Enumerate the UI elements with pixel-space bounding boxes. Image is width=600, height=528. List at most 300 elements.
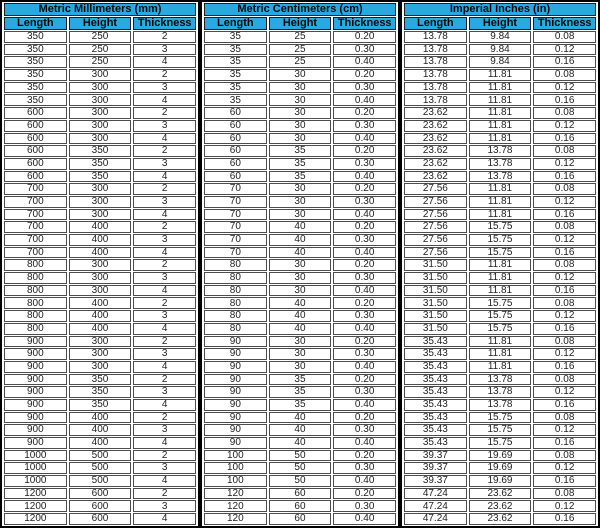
column-header-height-cm: Height	[269, 17, 332, 30]
table-cell: 300	[69, 82, 132, 94]
table-cell: 30	[269, 107, 332, 119]
table-cell: 0.20	[333, 31, 396, 43]
table-cell: 300	[69, 336, 132, 348]
table-cell: 30	[269, 272, 332, 284]
table-cell: 0.20	[333, 183, 396, 195]
table-cell: 60	[204, 145, 267, 157]
table-row	[404, 247, 596, 259]
table-cell: 23.62	[404, 120, 467, 132]
table-cell: 350	[4, 31, 67, 43]
table-cell: 4	[133, 56, 196, 68]
table-cell: 350	[4, 69, 67, 81]
table-cell: 0.30	[333, 120, 396, 132]
table-row	[404, 44, 596, 56]
table-cell: 700	[4, 196, 67, 208]
table-cell: 350	[69, 399, 132, 411]
table-row	[404, 424, 596, 436]
table-cell: 0.30	[333, 424, 396, 436]
table-row	[204, 462, 396, 474]
section-title-cm: Metric Centimeters (cm)	[204, 3, 396, 16]
table-row	[204, 297, 396, 309]
table-cell: 27.56	[404, 196, 467, 208]
table-cell: 60	[204, 171, 267, 183]
table-cell: 90	[204, 361, 267, 373]
table-cell: 19.69	[469, 475, 532, 487]
table-cell: 40	[269, 221, 332, 233]
table-cell: 0.20	[333, 297, 396, 309]
table-cell: 40	[269, 297, 332, 309]
table-row	[404, 386, 596, 398]
table-cell: 40	[269, 234, 332, 246]
table-cell: 70	[204, 196, 267, 208]
table-cell: 0.08	[533, 145, 596, 157]
table-cell: 90	[204, 374, 267, 386]
table-cell: 11.81	[469, 348, 532, 360]
table-cell: 350	[4, 94, 67, 106]
table-cell: 0.30	[333, 158, 396, 170]
table-cell: 1200	[4, 500, 67, 512]
table-cell: 47.24	[404, 500, 467, 512]
table-cell: 300	[69, 272, 132, 284]
table-cell: 40	[269, 412, 332, 424]
table-row	[404, 361, 596, 373]
table-cell: 0.08	[533, 107, 596, 119]
table-cell: 39.37	[404, 450, 467, 462]
table-cell: 0.16	[533, 323, 596, 335]
table-cell: 4	[133, 171, 196, 183]
table-cell: 500	[69, 462, 132, 474]
table-cell: 60	[204, 158, 267, 170]
table-cell: 0.08	[533, 488, 596, 500]
table-cell: 13.78	[404, 31, 467, 43]
table-cell: 40	[269, 437, 332, 449]
table-cell: 35.43	[404, 399, 467, 411]
table-cell: 9.84	[469, 31, 532, 43]
table-cell: 0.08	[533, 450, 596, 462]
table-cell: 0.16	[533, 399, 596, 411]
table-cell: 90	[204, 386, 267, 398]
table-cell: 25	[269, 44, 332, 56]
table-cell: 15.75	[469, 221, 532, 233]
table-cell: 600	[69, 488, 132, 500]
table-row	[204, 196, 396, 208]
table-cell: 400	[69, 323, 132, 335]
table-row	[204, 56, 396, 68]
table-cell: 13.78	[404, 69, 467, 81]
table-cell: 0.12	[533, 44, 596, 56]
table-row	[404, 437, 596, 449]
table-row	[4, 158, 196, 170]
table-cell: 4	[133, 133, 196, 145]
table-row	[4, 107, 196, 119]
table-cell: 350	[69, 158, 132, 170]
table-cell: 11.81	[469, 272, 532, 284]
table-cell: 350	[69, 171, 132, 183]
table-cell: 300	[69, 361, 132, 373]
table-cell: 3	[133, 272, 196, 284]
table-cell: 13.78	[469, 158, 532, 170]
section-title-row	[204, 3, 396, 16]
table-cell: 250	[69, 31, 132, 43]
table-cell: 250	[69, 56, 132, 68]
table-cell: 600	[4, 120, 67, 132]
table-cell: 700	[4, 183, 67, 195]
column-header-length-in: Length	[404, 17, 467, 30]
table-row	[204, 31, 396, 43]
table-cell: 350	[4, 56, 67, 68]
table-cell: 47.24	[404, 488, 467, 500]
table-cell: 900	[4, 386, 67, 398]
table-row	[4, 145, 196, 157]
table-cell: 120	[204, 513, 267, 525]
table-cell: 2	[133, 31, 196, 43]
table-cell: 13.78	[469, 374, 532, 386]
table-cell: 15.75	[469, 323, 532, 335]
table-row	[204, 374, 396, 386]
table-row	[404, 56, 596, 68]
table-cell: 800	[4, 297, 67, 309]
table-row	[4, 31, 196, 43]
table-cell: 35	[204, 69, 267, 81]
table-cell: 35	[204, 44, 267, 56]
table-cell: 900	[4, 399, 67, 411]
table-row	[404, 323, 596, 335]
table-cell: 2	[133, 488, 196, 500]
table-row	[404, 500, 596, 512]
table-cell: 900	[4, 374, 67, 386]
table-row	[204, 475, 396, 487]
table-row	[404, 94, 596, 106]
table-cell: 0.30	[333, 272, 396, 284]
table-cell: 3	[133, 82, 196, 94]
table-cell: 700	[4, 247, 67, 259]
table-row	[4, 44, 196, 56]
table-cell: 47.24	[404, 513, 467, 525]
table-row	[204, 209, 396, 221]
table-cell: 400	[69, 310, 132, 322]
table-cell: 27.56	[404, 209, 467, 221]
table-cell: 300	[69, 107, 132, 119]
table-cell: 300	[69, 209, 132, 221]
table-cell: 3	[133, 348, 196, 360]
table-row	[204, 437, 396, 449]
table-cell: 0.30	[333, 44, 396, 56]
table-cell: 350	[69, 145, 132, 157]
table-cell: 0.16	[533, 475, 596, 487]
table-cell: 0.40	[333, 475, 396, 487]
table-cell: 60	[269, 500, 332, 512]
table-cell: 40	[269, 424, 332, 436]
table-cell: 0.16	[533, 133, 596, 145]
table-row	[4, 183, 196, 195]
table-row	[4, 348, 196, 360]
table-cell: 90	[204, 348, 267, 360]
table-cell: 30	[269, 120, 332, 132]
table-cell: 0.16	[533, 247, 596, 259]
table-row	[404, 209, 596, 221]
table-cell: 2	[133, 336, 196, 348]
table-row	[204, 488, 396, 500]
table-row	[204, 285, 396, 297]
table-cell: 800	[4, 285, 67, 297]
table-cell: 23.62	[469, 500, 532, 512]
table-cell: 0.40	[333, 247, 396, 259]
table-cell: 0.08	[533, 31, 596, 43]
table-cell: 0.40	[333, 399, 396, 411]
column-header-thickness-mm: Thickness	[133, 17, 196, 30]
table-cell: 0.20	[333, 107, 396, 119]
table-cell: 31.50	[404, 310, 467, 322]
table-row	[4, 513, 196, 525]
table-cell: 11.81	[469, 196, 532, 208]
table-cell: 300	[69, 120, 132, 132]
table-row	[204, 145, 396, 157]
table-cell: 120	[204, 500, 267, 512]
table-row	[404, 107, 596, 119]
table-cell: 0.12	[533, 82, 596, 94]
column-header-height-in: Height	[469, 17, 532, 30]
table-cell: 900	[4, 361, 67, 373]
table-cell: 27.56	[404, 183, 467, 195]
table-cell: 11.81	[469, 285, 532, 297]
table-cell: 4	[133, 247, 196, 259]
table-cell: 0.30	[333, 386, 396, 398]
table-cell: 60	[204, 133, 267, 145]
table-cell: 23.62	[404, 107, 467, 119]
table-row	[404, 399, 596, 411]
table-cell: 4	[133, 94, 196, 106]
table-cell: 27.56	[404, 247, 467, 259]
table-row	[204, 247, 396, 259]
table-cell: 600	[4, 158, 67, 170]
section-body-mm	[4, 31, 196, 525]
table-cell: 35.43	[404, 386, 467, 398]
table-cell: 250	[69, 44, 132, 56]
column-header-height-mm: Height	[69, 17, 132, 30]
table-cell: 0.20	[333, 374, 396, 386]
table-cell: 90	[204, 424, 267, 436]
table-cell: 50	[269, 462, 332, 474]
table-cell: 23.62	[404, 158, 467, 170]
table-cell: 31.50	[404, 297, 467, 309]
table-cell: 0.30	[333, 196, 396, 208]
table-row	[404, 412, 596, 424]
table-row	[404, 133, 596, 145]
table-cell: 15.75	[469, 247, 532, 259]
section-body-cm	[204, 31, 396, 525]
table-cell: 0.20	[333, 259, 396, 271]
table-cell: 35.43	[404, 336, 467, 348]
table-cell: 400	[69, 234, 132, 246]
table-row	[204, 183, 396, 195]
table-row	[4, 310, 196, 322]
column-header-thickness-cm: Thickness	[333, 17, 396, 30]
table-cell: 2	[133, 107, 196, 119]
table-row	[4, 323, 196, 335]
table-row	[204, 399, 396, 411]
table-cell: 0.12	[533, 196, 596, 208]
table-row	[204, 69, 396, 81]
table-row	[404, 450, 596, 462]
table-cell: 1000	[4, 450, 67, 462]
table-cell: 3	[133, 158, 196, 170]
table-cell: 13.78	[469, 171, 532, 183]
table-cell: 13.78	[404, 94, 467, 106]
table-cell: 900	[4, 336, 67, 348]
table-cell: 0.08	[533, 259, 596, 271]
table-row	[204, 82, 396, 94]
section-table-metric-centimeters	[202, 2, 398, 526]
table-row	[204, 234, 396, 246]
table-cell: 70	[204, 234, 267, 246]
table-cell: 900	[4, 412, 67, 424]
table-cell: 23.62	[469, 488, 532, 500]
table-cell: 0.16	[533, 94, 596, 106]
table-row	[4, 399, 196, 411]
table-cell: 0.12	[533, 310, 596, 322]
table-cell: 31.50	[404, 285, 467, 297]
table-cell: 0.08	[533, 412, 596, 424]
table-cell: 9.84	[469, 56, 532, 68]
table-row	[204, 272, 396, 284]
table-cell: 27.56	[404, 234, 467, 246]
table-row	[404, 31, 596, 43]
table-cell: 0.12	[533, 272, 596, 284]
table-cell: 35	[269, 171, 332, 183]
table-cell: 35.43	[404, 412, 467, 424]
table-cell: 35.43	[404, 437, 467, 449]
table-cell: 13.78	[404, 44, 467, 56]
table-cell: 2	[133, 221, 196, 233]
table-row	[404, 513, 596, 525]
table-cell: 350	[69, 374, 132, 386]
table-row	[204, 513, 396, 525]
table-row	[4, 475, 196, 487]
table-cell: 11.81	[469, 107, 532, 119]
table-cell: 600	[4, 171, 67, 183]
table-row	[204, 44, 396, 56]
table-cell: 300	[69, 285, 132, 297]
table-cell: 9.84	[469, 44, 532, 56]
table-cell: 600	[69, 500, 132, 512]
column-header-thickness-in: Thickness	[533, 17, 596, 30]
table-cell: 800	[4, 310, 67, 322]
column-header-row	[204, 17, 396, 30]
table-cell: 60	[269, 513, 332, 525]
table-cell: 1000	[4, 475, 67, 487]
table-cell: 19.69	[469, 462, 532, 474]
table-cell: 800	[4, 259, 67, 271]
table-cell: 0.12	[533, 424, 596, 436]
table-row	[404, 120, 596, 132]
table-cell: 30	[269, 183, 332, 195]
table-row	[4, 285, 196, 297]
table-row	[404, 310, 596, 322]
table-row	[4, 133, 196, 145]
table-cell: 80	[204, 323, 267, 335]
table-cell: 11.81	[469, 94, 532, 106]
table-cell: 600	[4, 145, 67, 157]
table-row	[204, 94, 396, 106]
table-row	[204, 310, 396, 322]
table-row	[404, 488, 596, 500]
table-cell: 900	[4, 437, 67, 449]
table-cell: 30	[269, 69, 332, 81]
table-cell: 60	[269, 488, 332, 500]
table-cell: 0.12	[533, 158, 596, 170]
table-cell: 23.62	[404, 133, 467, 145]
table-cell: 3	[133, 196, 196, 208]
table-cell: 0.30	[333, 82, 396, 94]
table-cell: 500	[69, 475, 132, 487]
table-cell: 300	[69, 69, 132, 81]
table-cell: 2	[133, 374, 196, 386]
table-cell: 300	[69, 133, 132, 145]
table-cell: 40	[269, 323, 332, 335]
table-cell: 0.20	[333, 488, 396, 500]
table-cell: 30	[269, 336, 332, 348]
table-cell: 800	[4, 272, 67, 284]
table-cell: 0.08	[533, 336, 596, 348]
table-cell: 11.81	[469, 259, 532, 271]
table-row	[204, 259, 396, 271]
table-cell: 31.50	[404, 259, 467, 271]
table-cell: 0.40	[333, 209, 396, 221]
table-cell: 40	[269, 310, 332, 322]
table-cell: 11.81	[469, 183, 532, 195]
table-row	[4, 56, 196, 68]
table-cell: 4	[133, 475, 196, 487]
table-cell: 0.16	[533, 56, 596, 68]
table-row	[404, 475, 596, 487]
table-cell: 30	[269, 196, 332, 208]
table-cell: 0.40	[333, 171, 396, 183]
table-row	[404, 145, 596, 157]
table-cell: 300	[69, 196, 132, 208]
table-cell: 4	[133, 209, 196, 221]
table-cell: 30	[269, 259, 332, 271]
table-row	[204, 171, 396, 183]
table-cell: 2	[133, 450, 196, 462]
table-cell: 0.12	[533, 386, 596, 398]
table-cell: 60	[204, 107, 267, 119]
table-cell: 90	[204, 437, 267, 449]
table-cell: 30	[269, 348, 332, 360]
table-cell: 700	[4, 209, 67, 221]
table-row	[4, 297, 196, 309]
table-cell: 30	[269, 361, 332, 373]
table-row	[4, 247, 196, 259]
table-cell: 35	[204, 56, 267, 68]
table-cell: 900	[4, 348, 67, 360]
table-cell: 15.75	[469, 297, 532, 309]
table-cell: 3	[133, 500, 196, 512]
table-cell: 300	[69, 348, 132, 360]
table-row	[4, 488, 196, 500]
table-cell: 15.75	[469, 412, 532, 424]
table-cell: 11.81	[469, 133, 532, 145]
table-cell: 0.40	[333, 133, 396, 145]
table-row	[204, 158, 396, 170]
table-cell: 39.37	[404, 475, 467, 487]
table-cell: 100	[204, 462, 267, 474]
table-cell: 13.78	[404, 56, 467, 68]
table-cell: 30	[269, 82, 332, 94]
table-row	[204, 323, 396, 335]
table-cell: 700	[4, 234, 67, 246]
table-cell: 15.75	[469, 234, 532, 246]
table-row	[4, 462, 196, 474]
